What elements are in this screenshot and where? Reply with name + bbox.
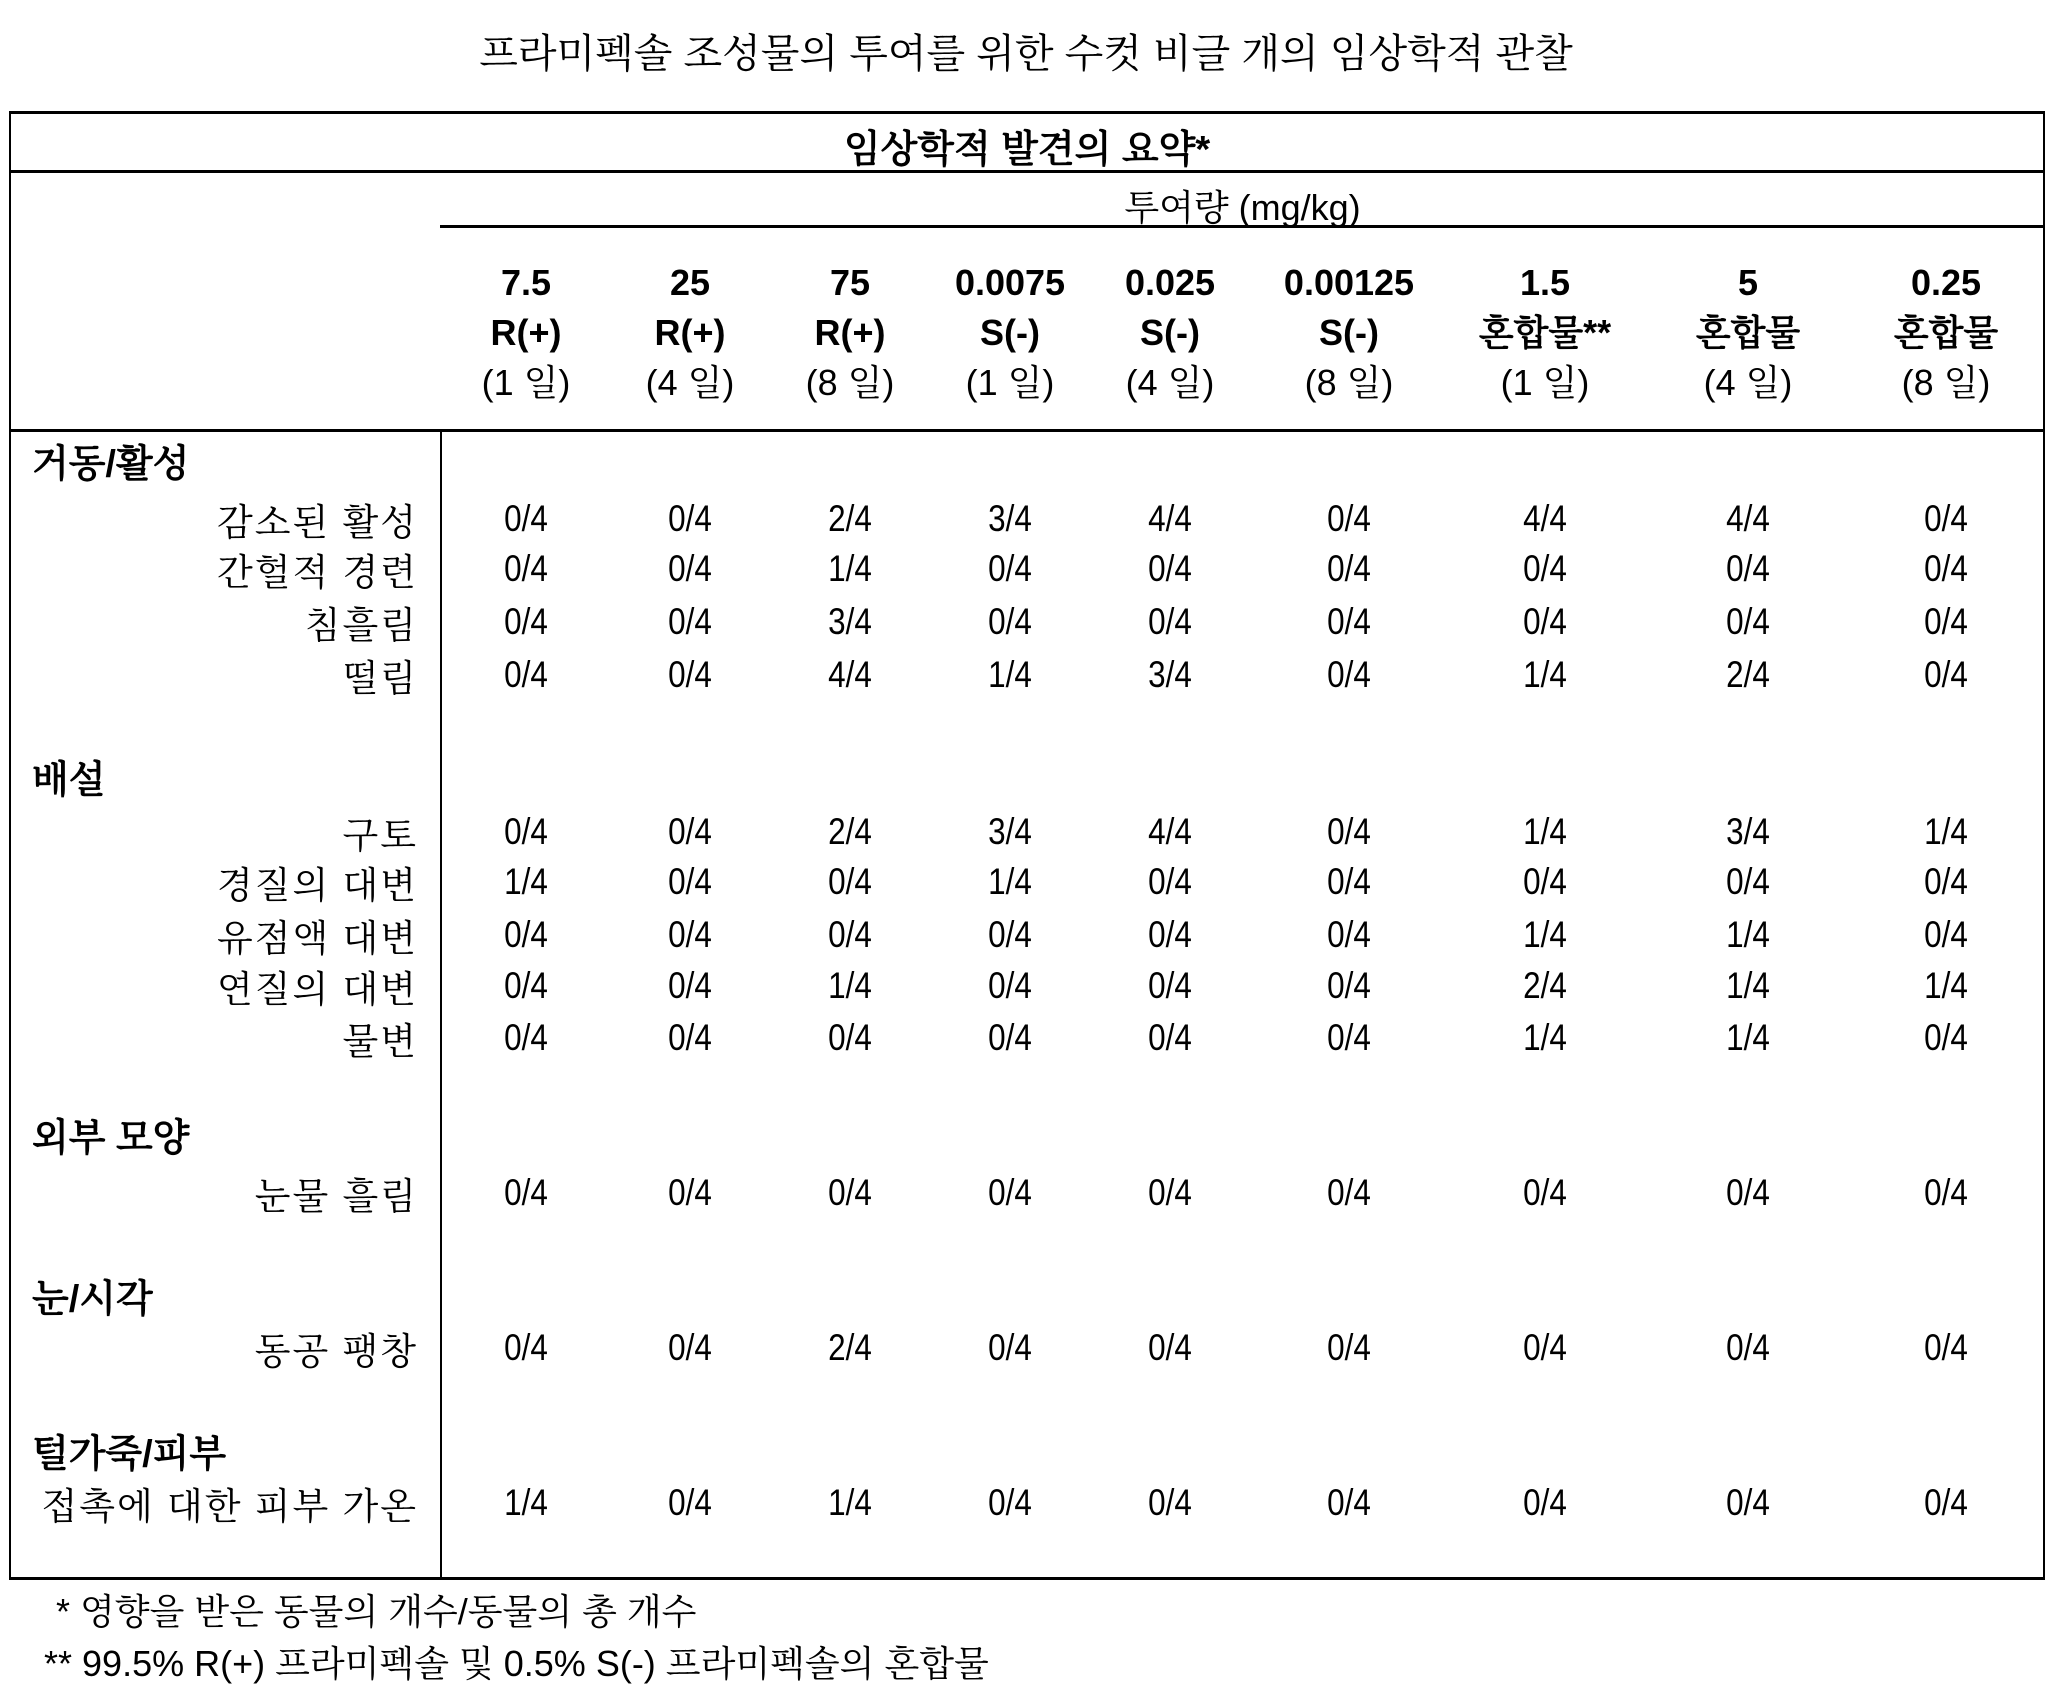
table-cell: 1/4 bbox=[959, 861, 1061, 903]
table-cell: 0/4 bbox=[959, 914, 1061, 956]
table-cell: 4/4 bbox=[1697, 498, 1799, 540]
table-cell: 0/4 bbox=[1895, 654, 1997, 696]
table-cell: 1/4 bbox=[1697, 914, 1799, 956]
row-label: 구토 bbox=[343, 805, 418, 859]
column-dose: 5 bbox=[1648, 258, 1848, 308]
table-cell: 0/4 bbox=[1895, 548, 1997, 590]
table-cell: 0/4 bbox=[1119, 1172, 1221, 1214]
table-cell: 0/4 bbox=[475, 1327, 577, 1369]
footnote-2: ** 99.5% R(+) 프라미펙솔 및 0.5% S(-) 프라미펙솔의 혼합물 bbox=[44, 1636, 989, 1687]
table-cell: 0/4 bbox=[1119, 1327, 1221, 1369]
table-cell: 0/4 bbox=[1494, 1172, 1596, 1214]
category-heading: 털가죽/피부 bbox=[32, 1423, 226, 1478]
table-cell: 0/4 bbox=[475, 601, 577, 643]
column-form: 혼합물 bbox=[1846, 308, 2046, 358]
column-dose: 0.025 bbox=[1070, 258, 1270, 308]
table-cell: 0/4 bbox=[1895, 1172, 1997, 1214]
summary-heading: 임상학적 발견의 요약* bbox=[9, 118, 2045, 173]
row-label: 감소된 활성 bbox=[217, 492, 418, 546]
table-cell: 1/4 bbox=[1494, 1017, 1596, 1059]
table-cell: 0/4 bbox=[639, 1327, 741, 1369]
table-cell: 0/4 bbox=[1298, 498, 1400, 540]
table-cell: 0/4 bbox=[1119, 548, 1221, 590]
table-cell: 0/4 bbox=[1119, 1482, 1221, 1524]
column-days: (1 일) bbox=[1445, 358, 1645, 408]
table-cell: 0/4 bbox=[1298, 914, 1400, 956]
table-cell: 1/4 bbox=[1895, 965, 1997, 1007]
column-days: (8 일) bbox=[1249, 358, 1449, 408]
table-cell: 0/4 bbox=[639, 811, 741, 853]
table-cell: 0/4 bbox=[1119, 601, 1221, 643]
table-cell: 2/4 bbox=[1697, 654, 1799, 696]
table-cell: 0/4 bbox=[1298, 601, 1400, 643]
column-dose: 25 bbox=[590, 258, 790, 308]
table-cell: 0/4 bbox=[639, 914, 741, 956]
column-dose: 0.25 bbox=[1846, 258, 2046, 308]
table-cell: 0/4 bbox=[1298, 1327, 1400, 1369]
table-cell: 0/4 bbox=[1494, 1327, 1596, 1369]
table-cell: 0/4 bbox=[475, 1172, 577, 1214]
table-cell: 4/4 bbox=[1494, 498, 1596, 540]
table-cell: 0/4 bbox=[1895, 1482, 1997, 1524]
table-cell: 0/4 bbox=[475, 914, 577, 956]
column-form: R(+) bbox=[426, 308, 626, 358]
table-cell: 0/4 bbox=[475, 1017, 577, 1059]
column-header bbox=[1249, 258, 1449, 408]
table-left-border bbox=[9, 111, 11, 1580]
column-days: (4 일) bbox=[590, 358, 790, 408]
column-form: S(-) bbox=[910, 308, 1110, 358]
column-form: 혼합물** bbox=[1445, 308, 1645, 358]
table-cell: 0/4 bbox=[1697, 1482, 1799, 1524]
table-cell: 0/4 bbox=[1494, 548, 1596, 590]
table-cell: 1/4 bbox=[1494, 654, 1596, 696]
table-cell: 0/4 bbox=[1298, 548, 1400, 590]
table-cell: 0/4 bbox=[639, 601, 741, 643]
table-cell: 1/4 bbox=[1494, 811, 1596, 853]
table-cell: 0/4 bbox=[959, 1327, 1061, 1369]
category-heading: 외부 모양 bbox=[32, 1107, 189, 1162]
table-cell: 2/4 bbox=[799, 498, 901, 540]
table-cell: 0/4 bbox=[1298, 861, 1400, 903]
table-cell: 2/4 bbox=[1494, 965, 1596, 1007]
table-cell: 0/4 bbox=[959, 1017, 1061, 1059]
category-heading: 배설 bbox=[32, 749, 105, 804]
column-form: S(-) bbox=[1070, 308, 1270, 358]
table-cell: 1/4 bbox=[799, 548, 901, 590]
table-cell: 4/4 bbox=[799, 654, 901, 696]
table-cell: 0/4 bbox=[639, 861, 741, 903]
row-label: 떨림 bbox=[343, 648, 418, 702]
row-label: 물변 bbox=[343, 1011, 418, 1065]
column-days: (4 일) bbox=[1070, 358, 1270, 408]
table-cell: 4/4 bbox=[1119, 498, 1221, 540]
table-cell: 0/4 bbox=[1298, 1172, 1400, 1214]
table-cell: 0/4 bbox=[959, 1482, 1061, 1524]
table-cell: 1/4 bbox=[475, 1482, 577, 1524]
table-cell: 0/4 bbox=[639, 965, 741, 1007]
table-cell: 3/4 bbox=[959, 811, 1061, 853]
row-label: 경질의 대변 bbox=[217, 855, 418, 909]
table-cell: 0/4 bbox=[1494, 861, 1596, 903]
table-cell: 0/4 bbox=[475, 548, 577, 590]
column-days: (4 일) bbox=[1648, 358, 1848, 408]
table-cell: 1/4 bbox=[1494, 914, 1596, 956]
table-cell: 1/4 bbox=[1895, 811, 1997, 853]
table-cell: 0/4 bbox=[799, 1017, 901, 1059]
table-cell: 0/4 bbox=[639, 1172, 741, 1214]
table-cell: 0/4 bbox=[1697, 861, 1799, 903]
table-cell: 0/4 bbox=[959, 548, 1061, 590]
table-cell: 3/4 bbox=[959, 498, 1061, 540]
table-cell: 1/4 bbox=[475, 861, 577, 903]
column-form: R(+) bbox=[750, 308, 950, 358]
column-header bbox=[1070, 258, 1270, 408]
column-header bbox=[1648, 258, 1848, 408]
dose-heading: 투여량 (mg/kg) bbox=[440, 180, 2045, 231]
table-cell: 0/4 bbox=[1298, 1482, 1400, 1524]
table-cell: 0/4 bbox=[959, 601, 1061, 643]
table-cell: 0/4 bbox=[1895, 1017, 1997, 1059]
table-cell: 3/4 bbox=[799, 601, 901, 643]
table-cell: 0/4 bbox=[1494, 1482, 1596, 1524]
table-cell: 0/4 bbox=[1119, 914, 1221, 956]
table-cell: 0/4 bbox=[1697, 1172, 1799, 1214]
table-cell: 0/4 bbox=[799, 1172, 901, 1214]
row-label: 침흘림 bbox=[305, 595, 418, 649]
table-cell: 3/4 bbox=[1697, 811, 1799, 853]
row-label: 간헐적 경련 bbox=[217, 542, 418, 596]
table-cell: 0/4 bbox=[1298, 965, 1400, 1007]
table-cell: 0/4 bbox=[1298, 1017, 1400, 1059]
table-cell: 0/4 bbox=[1298, 654, 1400, 696]
row-label: 눈물 흘림 bbox=[255, 1166, 418, 1220]
table-cell: 1/4 bbox=[1697, 965, 1799, 1007]
table-cell: 0/4 bbox=[1697, 548, 1799, 590]
column-form: S(-) bbox=[1249, 308, 1449, 358]
table-cell: 0/4 bbox=[799, 914, 901, 956]
table-cell: 1/4 bbox=[799, 1482, 901, 1524]
table-cell: 0/4 bbox=[475, 811, 577, 853]
table-cell: 0/4 bbox=[1895, 498, 1997, 540]
table-cell: 0/4 bbox=[475, 498, 577, 540]
column-header bbox=[1846, 258, 2046, 408]
column-form: 혼합물 bbox=[1648, 308, 1848, 358]
table-cell: 1/4 bbox=[799, 965, 901, 1007]
column-dose: 0.00125 bbox=[1249, 258, 1449, 308]
table-cell: 0/4 bbox=[1298, 811, 1400, 853]
table-cell: 0/4 bbox=[475, 654, 577, 696]
column-dose: 0.0075 bbox=[910, 258, 1110, 308]
table-cell: 0/4 bbox=[1895, 601, 1997, 643]
table-cell: 0/4 bbox=[475, 965, 577, 1007]
column-dose: 7.5 bbox=[426, 258, 626, 308]
table-bottom-border bbox=[9, 1577, 2045, 1580]
table-cell: 2/4 bbox=[799, 1327, 901, 1369]
table-cell: 0/4 bbox=[639, 498, 741, 540]
header-bottom-border bbox=[9, 429, 2045, 432]
document-title: 프라미펙솔 조성물의 투여를 위한 수컷 비글 개의 임상학적 관찰 bbox=[0, 22, 2052, 79]
table-cell: 0/4 bbox=[1895, 1327, 1997, 1369]
table-cell: 0/4 bbox=[959, 1172, 1061, 1214]
table-cell: 0/4 bbox=[639, 1482, 741, 1524]
column-days: (8 일) bbox=[750, 358, 950, 408]
label-column-divider bbox=[440, 430, 442, 1578]
table-cell: 0/4 bbox=[1697, 601, 1799, 643]
table-cell: 0/4 bbox=[1895, 861, 1997, 903]
table-cell: 0/4 bbox=[1119, 861, 1221, 903]
row-label: 동공 팽창 bbox=[255, 1321, 418, 1375]
table-cell: 4/4 bbox=[1119, 811, 1221, 853]
category-heading: 거동/활성 bbox=[32, 433, 189, 488]
table-cell: 0/4 bbox=[959, 965, 1061, 1007]
table-cell: 3/4 bbox=[1119, 654, 1221, 696]
column-dose: 1.5 bbox=[1445, 258, 1645, 308]
column-days: (8 일) bbox=[1846, 358, 2046, 408]
table-cell: 0/4 bbox=[1895, 914, 1997, 956]
row-label: 유점액 대변 bbox=[217, 908, 418, 962]
table-cell: 0/4 bbox=[639, 548, 741, 590]
category-heading: 눈/시각 bbox=[32, 1268, 153, 1323]
table-cell: 0/4 bbox=[799, 861, 901, 903]
table-cell: 0/4 bbox=[1697, 1327, 1799, 1369]
table-top-border bbox=[9, 111, 2045, 114]
row-label: 연질의 대변 bbox=[217, 959, 418, 1013]
column-header bbox=[1445, 258, 1645, 408]
table-cell: 0/4 bbox=[1494, 601, 1596, 643]
column-days: (1 일) bbox=[910, 358, 1110, 408]
table-cell: 2/4 bbox=[799, 811, 901, 853]
table-cell: 1/4 bbox=[959, 654, 1061, 696]
column-form: R(+) bbox=[590, 308, 790, 358]
table-cell: 0/4 bbox=[639, 654, 741, 696]
table-cell: 1/4 bbox=[1697, 1017, 1799, 1059]
row-label: 접촉에 대한 피부 가온 bbox=[41, 1476, 418, 1530]
table-cell: 0/4 bbox=[639, 1017, 741, 1059]
column-days: (1 일) bbox=[426, 358, 626, 408]
table-cell: 0/4 bbox=[1119, 965, 1221, 1007]
table-cell: 0/4 bbox=[1119, 1017, 1221, 1059]
column-dose: 75 bbox=[750, 258, 950, 308]
footnote-1: * 영향을 받은 동물의 개수/동물의 총 개수 bbox=[56, 1584, 696, 1635]
